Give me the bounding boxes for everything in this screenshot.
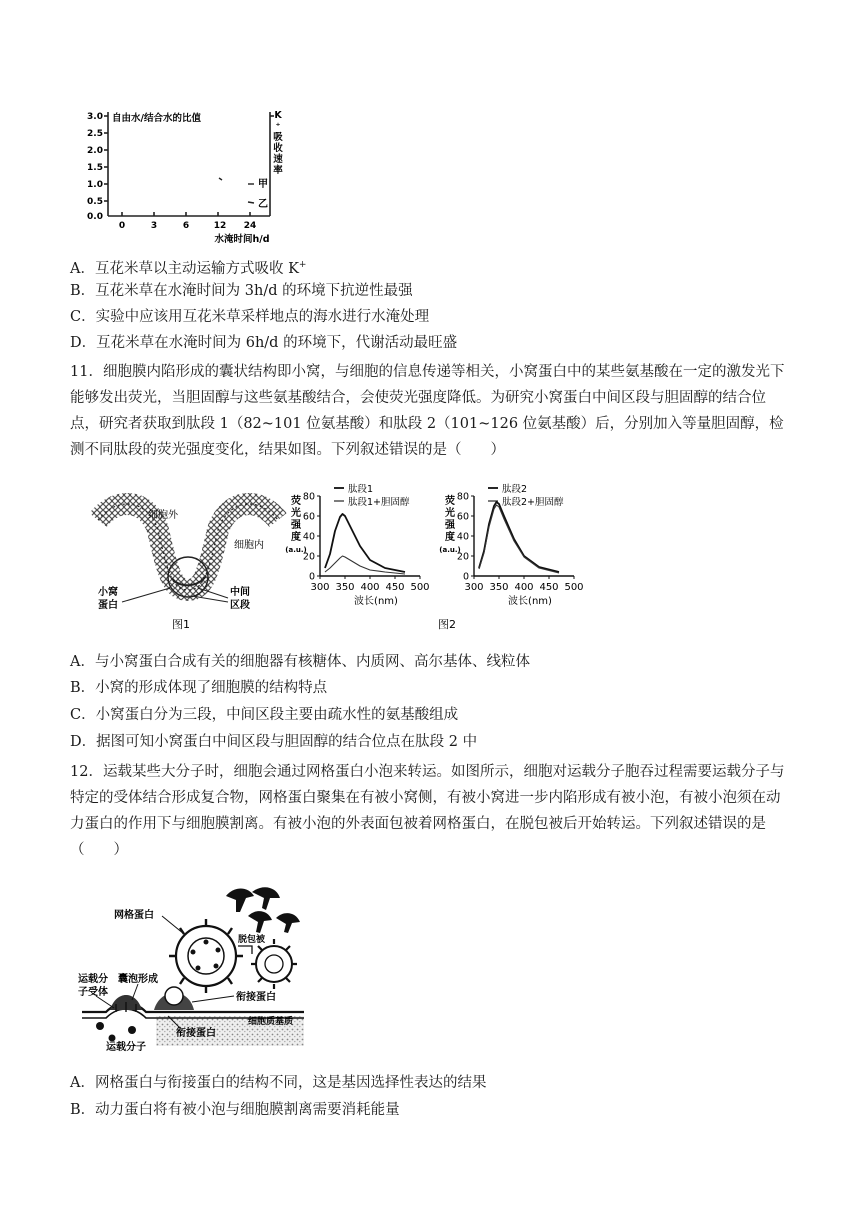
fig2-b-xtick-label: 500 (564, 582, 584, 593)
fig2-a-xtick-label: 350 (335, 582, 355, 593)
fig2-b-legend-label: 肽段2 (502, 484, 528, 495)
fig2-a-series-2-line (325, 556, 405, 574)
fig2-a-legend-label: 肽段1+胆固醇 (348, 497, 410, 508)
q11-figure-1 (88, 480, 288, 630)
q10-ytick: 1.5 (87, 163, 103, 173)
fig2-a-ytick-label: 0 (308, 571, 315, 583)
q10-ytick: 0.0 (87, 212, 103, 222)
q12-label-budding: 囊泡形成 (118, 974, 158, 985)
fig2-b-ytick-label: 0 (462, 571, 469, 583)
q10-ytick: 1.0 (87, 180, 103, 190)
q11-option-d: D．据图可知小窝蛋白中间区段与胆固醇的结合位点在肽段 2 中 (70, 734, 478, 750)
q10-option-c: C．实验中应该用互花米草采样地点的海水进行水淹处理 (70, 309, 430, 325)
q10-curve-label-yi: 乙 (258, 199, 268, 210)
fig2-a-xtick-label: 400 (360, 582, 380, 593)
fig2-a-legend-label: 肽段1 (348, 484, 374, 495)
q10-xtick: 6 (182, 221, 190, 231)
q10-option-d: D．互花米草在水淹时间为 6h/d 的环境下，代谢活动最旺盛 (70, 335, 458, 351)
q11-fig1-caveolin: 小窝 蛋白 (98, 587, 118, 611)
fig2-a-xtick-label: 500 (410, 582, 430, 593)
fig2-b-ytick-label: 40 (456, 531, 469, 543)
fig2-a-xtick-label: 450 (385, 582, 405, 593)
fig2-b-xtick-label: 400 (514, 582, 534, 593)
q12-label-cytoplasm: 细胞质基质 (248, 1017, 294, 1027)
q11-fig2-caption: 图2 (438, 618, 456, 631)
fig2-b-ytick-label: 60 (456, 511, 469, 523)
q11-option-b: B．小窝的形成体现了细胞膜的结构特点 (70, 680, 328, 696)
fig2-b-ytick-label: 20 (456, 551, 469, 563)
q11-fig1-inside: 细胞内 (234, 540, 264, 551)
q12-label-clathrin: 网格蛋白 (114, 910, 154, 921)
q12-option-a: A．网格蛋白与衔接蛋白的结构不同，这是基因选择性表达的结果 (70, 1075, 487, 1091)
fig2-a-ylabel: 荧光强度(a.u.) (285, 496, 307, 554)
q10-option-a: A．互花米草以主动运输方式吸收 K+ (70, 260, 307, 277)
q12-label-uncoating: 脱包被 (238, 935, 266, 945)
q10-curve-label-jia: 甲 (258, 179, 268, 190)
fig2-b-xtick-label: 300 (464, 582, 484, 593)
q10-xtick: 12 (213, 221, 227, 231)
fig2-a-ytick-label: 80 (302, 491, 315, 503)
fig2-b-xtick-label: 450 (539, 582, 559, 593)
q11-figure-2 (285, 480, 598, 631)
fig2-b-series-1-line (479, 502, 559, 572)
q10-option-b: B．互花米草在水淹时间为 3h/d 的环境下抗逆性最强 (70, 283, 413, 299)
q10-ylabel-right: K ⁺吸收速率 (273, 110, 283, 176)
q10-xtick: 3 (150, 221, 158, 231)
q11-fig1-caption: 图1 (172, 618, 190, 631)
q11-option-a: A．与小窝蛋白合成有关的细胞器有核糖体、内质网、高尔基体、线粒体 (70, 654, 530, 670)
q10-ytick: 2.5 (87, 129, 103, 139)
fig2-b-xtick-label: 350 (489, 582, 509, 593)
q12-label-receptor: 运载分 子受体 (78, 974, 108, 998)
fig2-a-ytick-label: 40 (302, 531, 315, 543)
q10-ytick: 3.0 (87, 112, 103, 122)
q12-label-cargo: 运载分子 (106, 1042, 146, 1053)
fig2-a-ytick-label: 20 (302, 551, 315, 563)
fig2-a-xlabel: 波长(nm) (354, 596, 398, 607)
q10-xlabel: 水淹时间h/d (214, 234, 270, 245)
q10-ytick: 0.5 (87, 197, 103, 207)
fig2-b-xlabel: 波长(nm) (508, 596, 552, 607)
q12-stem: 12．运载某些大分子时，细胞会通过网格蛋白小泡来转运。如图所示，细胞对运载分子胞吞过程需要运载分子与特定的受体结合形成复合物，网格蛋白聚集在有被小窝侧，有被小窝进一步内陷形成有被小泡，有被小泡须在动力蛋白的作用下与细胞膜割离。有被小泡的外表面包被着网格蛋白，在脱包被后开始转运。下列叙述错误的是（ ） (70, 764, 785, 858)
q11-option-c: C．小窝蛋白分为三段，中间区段主要由疏水性的氨基酸组成 (70, 707, 459, 723)
q10-xtick: 0 (118, 221, 126, 231)
fig2-a-ytick-label: 60 (302, 511, 315, 523)
q12-option-b: B．动力蛋白将有被小泡与细胞膜割离需要消耗能量 (70, 1102, 400, 1118)
q10-ylabel-left: 自由水/结合水的比值 (112, 113, 201, 124)
q12-label-adaptor-upper: 衔接蛋白 (236, 992, 276, 1003)
fig2-a-series-1-line (325, 514, 405, 572)
q10-xtick: 24 (243, 221, 257, 231)
fig2-b-ylabel: 荧光强度(a.u.) (439, 496, 461, 554)
q12-figure (76, 878, 306, 1053)
fig2-b-ytick-label: 80 (456, 491, 469, 503)
q10-figure (82, 104, 282, 246)
q11-stem: 11．细胞膜内陷形成的囊状结构即小窝，与细胞的信息传递等相关，小窝蛋白中的某些氨基酸在一定的激发光下能够发出荧光，当胆固醇与这些氨基酸结合，会使荧光强度降低。为研究小窝蛋白中间区段与胆固醇的结合位点，研究者获取到肽段 1（82~101 位氨基酸）和肽段 2（101~126 位氨基酸）后，分别加入等量胆固醇，检测不同肽段的荧光强度变化，结果如图。下列叙述错误的是（ ） (70, 364, 785, 458)
q11-fig1-outside: 细胞外 (148, 510, 178, 521)
q11-fig1-middle: 中间 区段 (230, 587, 250, 611)
fig2-b-legend-label: 肽段2+胆固醇 (502, 497, 564, 508)
fig2-a-xtick-label: 300 (310, 582, 330, 593)
q10-ytick: 2.0 (87, 146, 103, 156)
q12-label-adaptor-lower: 衔接蛋白 (176, 1028, 216, 1039)
